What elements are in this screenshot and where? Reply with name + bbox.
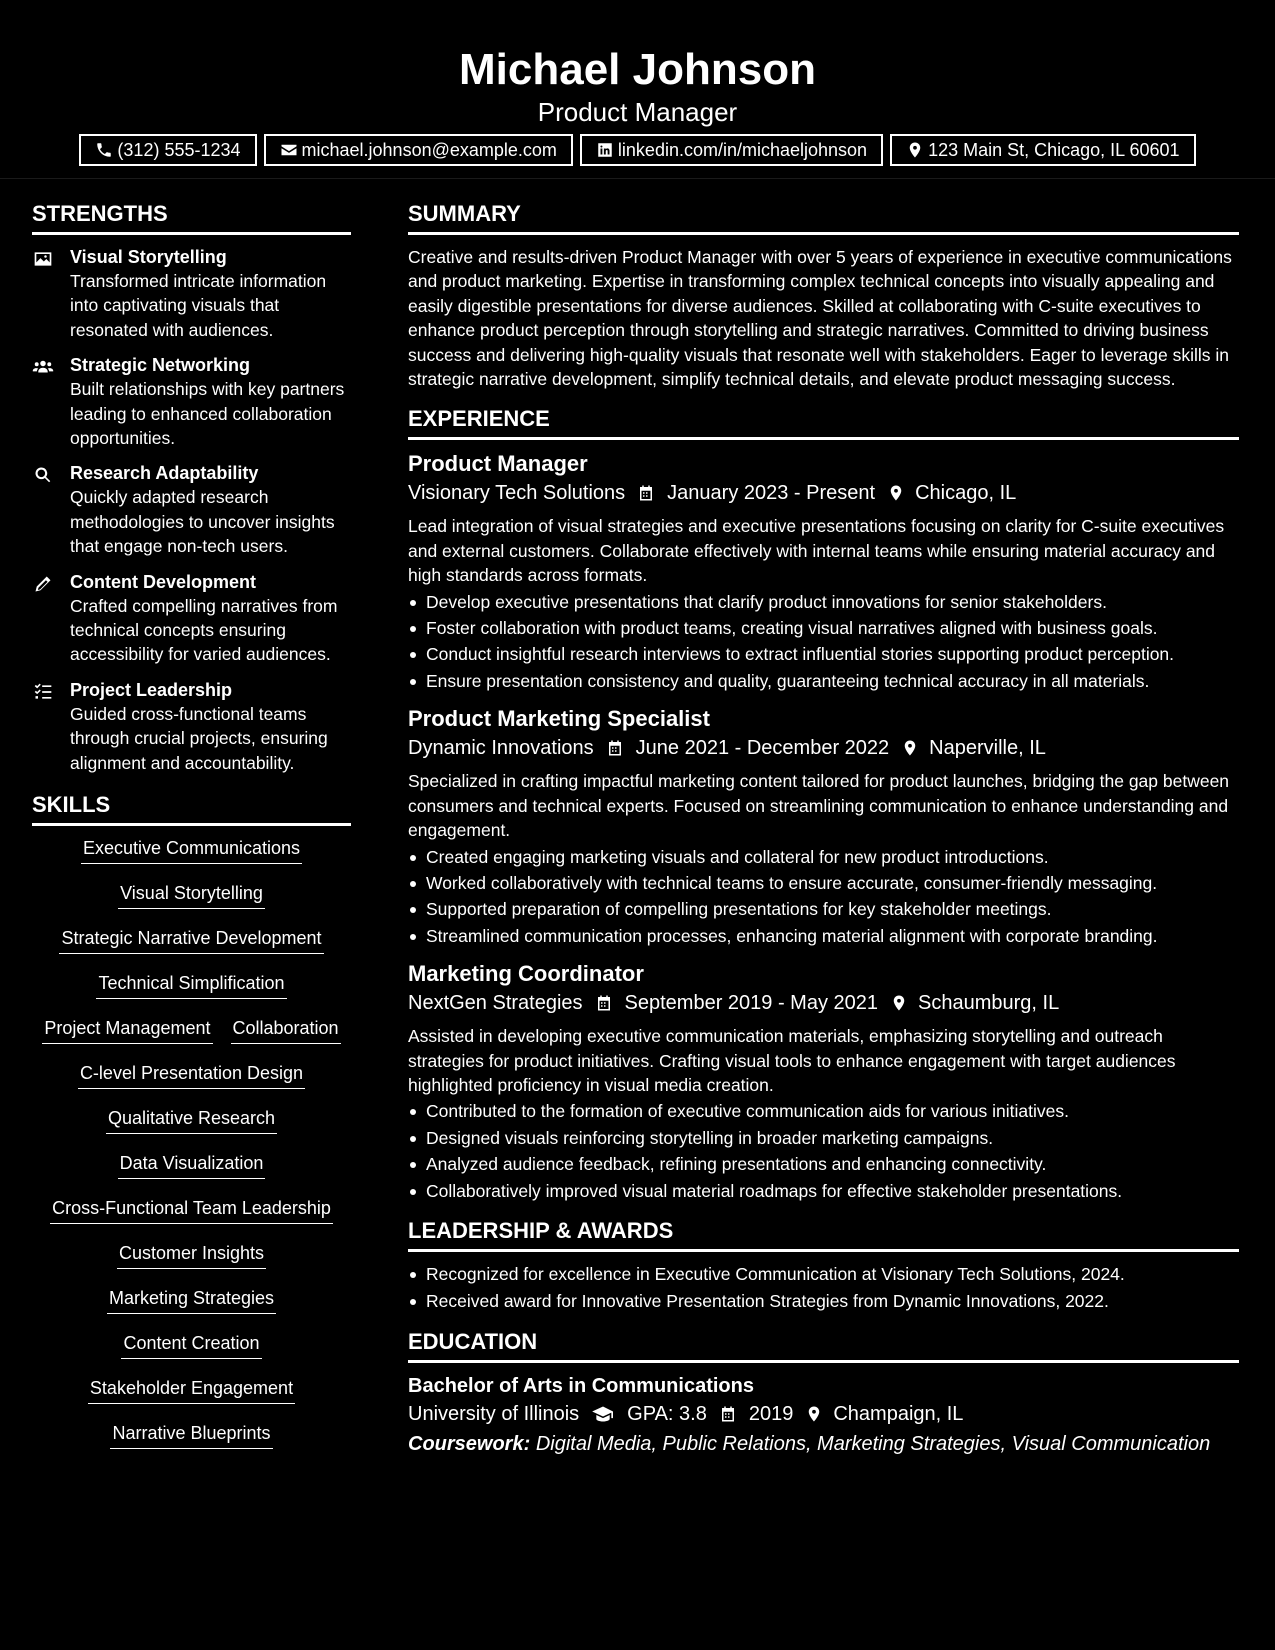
- job-bullets: [408, 1099, 1239, 1203]
- email-text: michael.johnson@example.com: [301, 140, 557, 160]
- job-entry: [408, 450, 1239, 693]
- skill-tag: Marketing Strategies: [107, 1286, 276, 1314]
- list-item: Collaboratively improved visual material roadmaps for effective stakeholder presentations.: [408, 1179, 1239, 1203]
- email-contact[interactable]: [264, 134, 573, 166]
- strength-desc: Crafted compelling narratives from technical concepts ensuring accessibility for varied audiences.: [70, 595, 338, 665]
- calendar-icon: [595, 993, 613, 1013]
- strength-desc: Quickly adapted research methodologies to uncover insights that engage non-tech users.: [70, 487, 335, 557]
- job-description: Assisted in developing executive communication materials, emphasizing storytelling and outreach strategies for product initiatives. Crafting visual tools to enhance engagement with target audiences highlighted proficiency in visual media creation.: [408, 1026, 1176, 1095]
- coursework: [408, 1429, 1239, 1459]
- skill-tag: Collaboration: [231, 1016, 341, 1044]
- map-pin-icon: [887, 483, 905, 503]
- strength-desc: Built relationships with key partners leading to enhanced collaboration opportunities.: [70, 379, 345, 449]
- list-item: Conduct insightful research interviews to extract influential stories supporting product perception.: [408, 642, 1239, 666]
- calendar-icon: [637, 483, 655, 503]
- linkedin-icon: [596, 141, 614, 159]
- education-meta: [408, 1399, 1239, 1429]
- address-text: 123 Main St, Chicago, IL 60601: [928, 140, 1180, 160]
- skill-tag: Visual Storytelling: [118, 881, 265, 909]
- calendar-icon: [606, 738, 624, 758]
- strength-desc: Transformed intricate information into captivating visuals that resonated with audiences.: [70, 271, 327, 340]
- list-item: Created engaging marketing visuals and collateral for new product introductions.: [408, 845, 1239, 869]
- phone-icon: [95, 141, 113, 159]
- image-icon: [32, 249, 54, 269]
- strength-name: Content Development: [70, 571, 257, 592]
- job-entry: [408, 705, 1239, 948]
- tasks-icon: [32, 682, 54, 702]
- job-title: Product Manager: [408, 451, 588, 477]
- right-column: [408, 200, 1239, 1459]
- strength-name: Research Adaptability: [70, 463, 259, 484]
- skill-tag: Stakeholder Engagement: [88, 1376, 295, 1404]
- candidate-title: Product Manager: [537, 97, 738, 127]
- contact-bar: [0, 134, 1275, 166]
- degree-title: Bachelor of Arts in Communications: [408, 1374, 754, 1397]
- job-description: Specialized in crafting impactful marketing content tailored for product launches, bridging the gap between consumers and technical experts. Focused on streamlining communication to enhance understanding and engagement.: [408, 771, 1230, 841]
- strength-item: [32, 570, 351, 667]
- strength-item: [32, 353, 351, 450]
- strength-name: Visual Storytelling: [70, 247, 227, 267]
- coursework-text: Digital Media, Public Relations, Marketing Strategies, Visual Communication: [535, 1432, 1211, 1455]
- skill-tag: Executive Communications: [81, 836, 302, 864]
- job-dates: September 2019 - May 2021: [624, 992, 879, 1015]
- skill-tag: Cross-Functional Team Leadership: [50, 1196, 333, 1224]
- skill-tag: Customer Insights: [117, 1241, 266, 1269]
- skill-tag: Narrative Blueprints: [110, 1421, 272, 1449]
- left-column: [32, 200, 351, 1466]
- address-contact[interactable]: [890, 134, 1196, 166]
- gpa: GPA: 3.8: [627, 1402, 707, 1425]
- mail-icon: [280, 141, 298, 159]
- phone-text: (312) 555-1234: [117, 140, 241, 160]
- company-name: NextGen Strategies: [408, 992, 583, 1015]
- coursework-label: Coursework:: [408, 1432, 531, 1455]
- calendar-icon: [719, 1404, 737, 1424]
- job-dates: January 2023 - Present: [667, 482, 876, 505]
- linkedin-text: linkedin.com/in/michaeljohnson: [617, 140, 868, 160]
- job-location: Schaumburg, IL: [918, 992, 1060, 1015]
- graduation-year: 2019: [748, 1402, 794, 1425]
- graduation-cap-icon: [591, 1404, 615, 1424]
- awards-heading: LEADERSHIP & AWARDS: [408, 1217, 1239, 1252]
- skill-tag: Strategic Narrative Development: [59, 926, 323, 954]
- strength-item: [32, 245, 351, 342]
- strength-desc: Guided cross-functional teams through crucial projects, ensuring alignment and accountability.: [70, 703, 328, 773]
- education-section: [408, 1328, 1239, 1459]
- list-item: Supported preparation of compelling presentations for key stakeholder meetings.: [408, 897, 1239, 921]
- job-meta: [408, 733, 1239, 763]
- resume-header: [0, 0, 1275, 178]
- list-item: Ensure presentation consistency and quality, guaranteeing technical accuracy in all materials.: [408, 669, 1239, 693]
- candidate-name: Michael Johnson: [459, 45, 816, 94]
- job-entry: [408, 960, 1239, 1203]
- company-name: Visionary Tech Solutions: [408, 482, 626, 505]
- skill-tag: Qualitative Research: [106, 1106, 277, 1134]
- header-divider: [0, 178, 1275, 179]
- summary-heading: SUMMARY: [408, 200, 1239, 235]
- job-description: Lead integration of visual strategies and executive presentations focusing on clarity for C-suite executives and external customers. Collaborate effectively with internal teams while ensuring material accuracy and high standards across formats.: [408, 516, 1225, 586]
- pencil-icon: [32, 574, 54, 594]
- strengths-heading: STRENGTHS: [32, 200, 351, 235]
- list-item: Received award for Innovative Presentation Strategies from Dynamic Innovations, 2022.: [408, 1289, 1239, 1313]
- skills-heading: SKILLS: [32, 791, 351, 826]
- search-icon: [32, 465, 54, 485]
- skill-tag: C-level Presentation Design: [78, 1061, 305, 1089]
- list-item: Contributed to the formation of executive communication aids for various initiatives.: [408, 1099, 1239, 1123]
- awards-section: [408, 1217, 1239, 1314]
- job-dates: June 2021 - December 2022: [635, 737, 890, 760]
- strengths-section: [32, 200, 351, 775]
- job-title: Marketing Coordinator: [408, 961, 644, 987]
- experience-heading: EXPERIENCE: [408, 405, 1239, 440]
- skills-list: [32, 836, 351, 1466]
- list-item: Designed visuals reinforcing storytelling in broader marketing campaigns.: [408, 1126, 1239, 1150]
- strength-item: [32, 678, 351, 775]
- job-location: Naperville, IL: [929, 737, 1046, 760]
- job-meta: [408, 478, 1239, 508]
- list-item: Recognized for excellence in Executive Communication at Visionary Tech Solutions, 2024.: [408, 1262, 1239, 1286]
- skill-tag: Technical Simplification: [96, 971, 286, 999]
- skills-section: [32, 791, 351, 1466]
- strength-name: Strategic Networking: [70, 355, 251, 376]
- skill-tag: Data Visualization: [118, 1151, 266, 1179]
- list-item: Worked collaboratively with technical teams to ensure accurate, consumer-friendly messaging.: [408, 871, 1239, 895]
- job-bullets: [408, 590, 1239, 694]
- users-icon: [32, 357, 54, 377]
- map-pin-icon: [901, 738, 919, 758]
- job-location: Chicago, IL: [915, 482, 1017, 505]
- experience-section: [408, 405, 1239, 1203]
- strength-name: Project Leadership: [70, 679, 233, 700]
- job-bullets: [408, 845, 1239, 949]
- company-name: Dynamic Innovations: [408, 737, 594, 760]
- list-item: Develop executive presentations that clarify product innovations for senior stakeholders.: [408, 590, 1239, 614]
- education-location: Champaign, IL: [833, 1402, 964, 1425]
- skill-tag: Project Management: [42, 1016, 212, 1044]
- awards-list: [408, 1262, 1239, 1314]
- summary-section: [408, 200, 1239, 391]
- job-title: Product Marketing Specialist: [408, 706, 710, 732]
- list-item: Foster collaboration with product teams, creating visual narratives aligned with business goals.: [408, 616, 1239, 640]
- strength-item: [32, 461, 351, 558]
- education-heading: EDUCATION: [408, 1328, 1239, 1363]
- phone-contact[interactable]: [79, 134, 256, 166]
- job-meta: [408, 988, 1239, 1018]
- map-pin-icon: [890, 993, 908, 1013]
- map-pin-icon: [805, 1404, 823, 1424]
- map-pin-icon: [906, 141, 924, 159]
- skill-tag: Content Creation: [121, 1331, 261, 1359]
- summary-text: Creative and results-driven Product Manager with over 5 years of experience in executive communications and product marketing. Expertise in transforming complex technical concepts into visually appealing and easily digestible presentations for diverse audiences. Skilled at collaborating with C-suite executives to enhance product perception through storytelling and strategic narratives. Committed to driving business success and delivering high-quality visuals that resonate well with stakeholders. Eager to leverage skills in strategic narrative development, simplify technical details, and elevate product messaging success.: [408, 247, 1232, 390]
- school-name: University of Illinois: [408, 1402, 580, 1425]
- linkedin-contact[interactable]: [580, 134, 883, 166]
- list-item: Streamlined communication processes, enhancing material alignment with corporate branding.: [408, 924, 1239, 948]
- list-item: Analyzed audience feedback, refining presentations and enhancing connectivity.: [408, 1152, 1239, 1176]
